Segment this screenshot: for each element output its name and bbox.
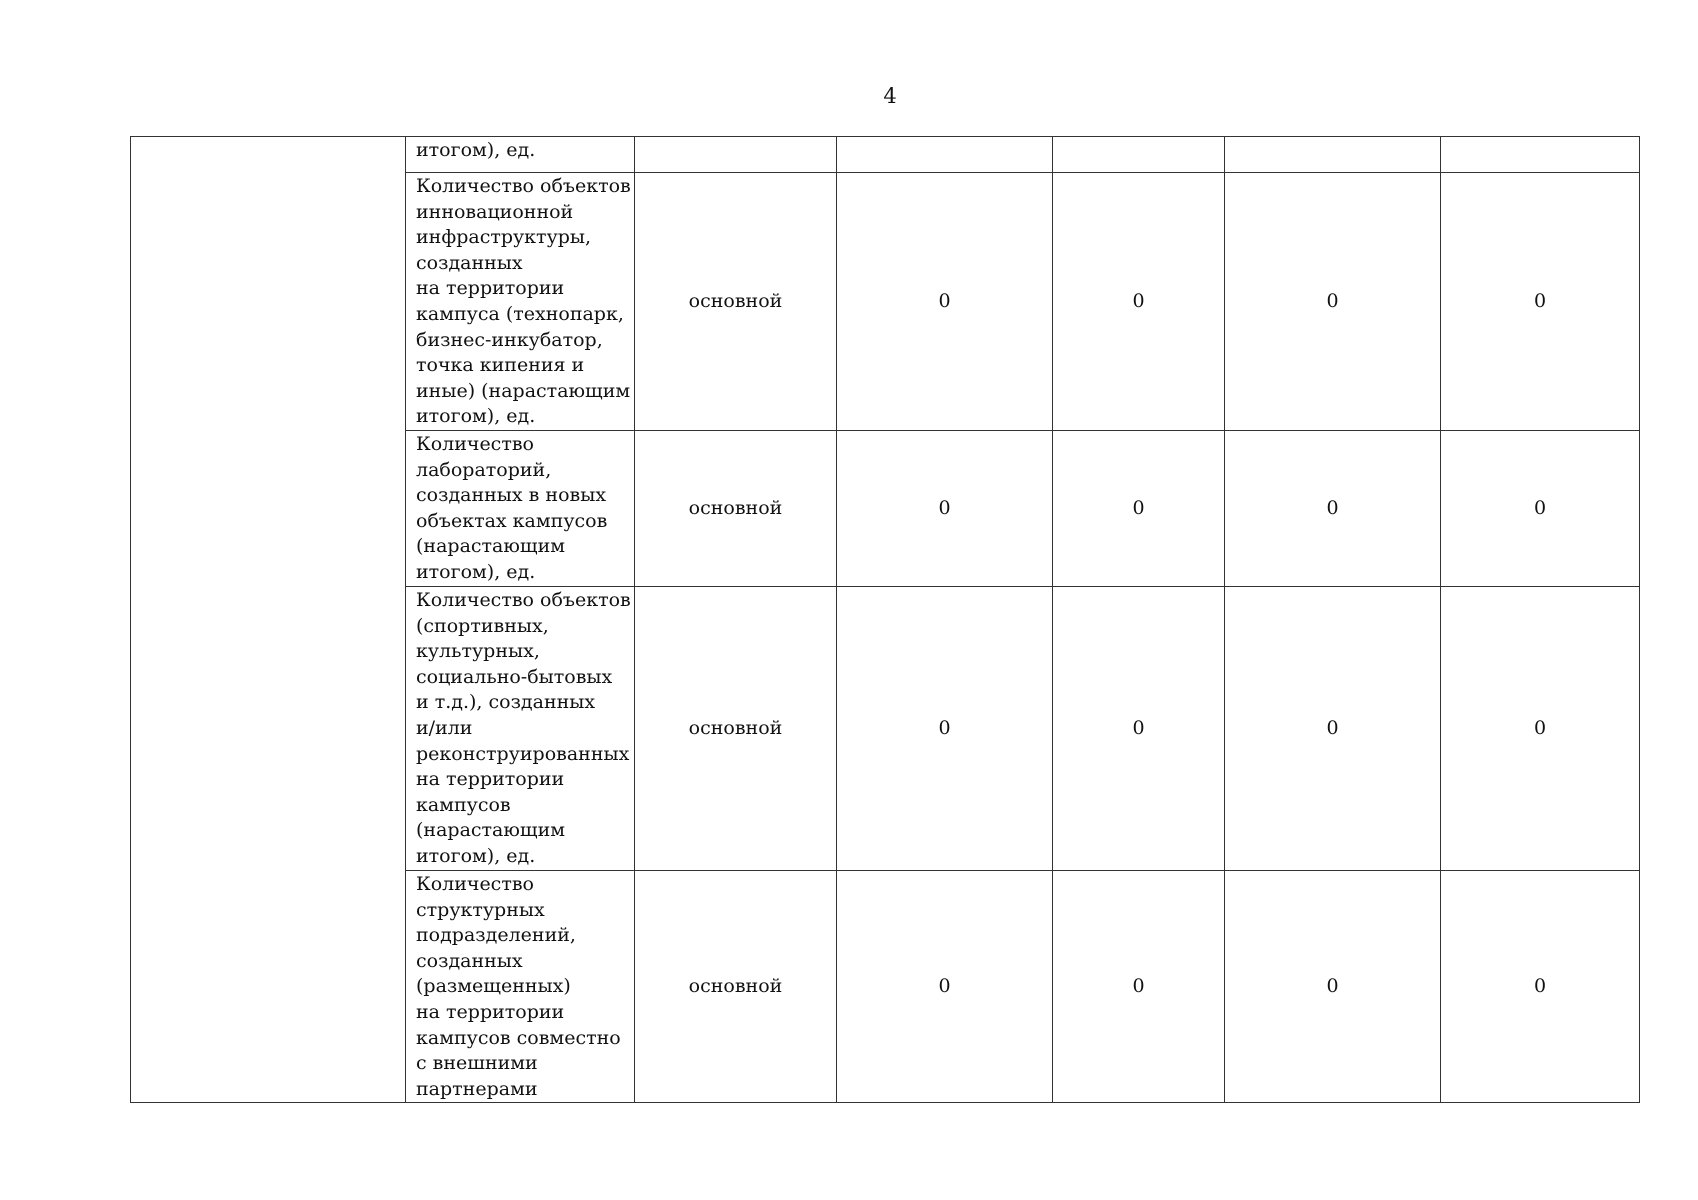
indicator-name-line: инновационной (416, 200, 574, 223)
indicator-name-line: инфраструктуры, (416, 226, 592, 249)
indicator-name-line: итогом), ед. (416, 405, 536, 428)
indicator-name-line: с внешними (416, 1052, 538, 1075)
table-row (131, 137, 1640, 173)
indicator-name-line: точка кипения и (416, 354, 585, 377)
indicator-name-line: объектах кампусов (416, 509, 608, 532)
value-cell: 0 (1225, 587, 1441, 871)
value-cell: 0 (1225, 871, 1441, 1103)
indicator-name-line: и/или (416, 716, 473, 739)
indicator-name-line: итогом), ед. (416, 560, 536, 583)
indicators-table (130, 136, 1640, 1103)
indicator-name-line: кампусов совместно (416, 1026, 621, 1049)
indicator-type-cell (635, 137, 837, 173)
indicator-name-cell (406, 431, 635, 587)
indicator-name-line: Количество объектов (416, 589, 631, 611)
indicator-name-line: Количество (416, 433, 534, 455)
value-cell: 0 (837, 587, 1053, 871)
indicator-name-line: созданных в новых (416, 484, 607, 507)
indicator-name-line: Количество объектов (416, 175, 631, 197)
indicator-name-line: кампуса (технопарк, (416, 302, 624, 325)
value-cell: 0 (1441, 173, 1640, 431)
indicator-name-line: (нарастающим (416, 819, 566, 842)
value-cell (1441, 137, 1640, 173)
indicator-name-line: Количество (416, 873, 534, 895)
indicator-type-cell: основной (635, 173, 837, 431)
indicator-name-line: бизнес-инкубатор, (416, 328, 603, 351)
value-cell: 0 (837, 871, 1053, 1103)
indicator-name-line: социально-бытовых (416, 665, 613, 688)
merged-left-cell (131, 137, 406, 1103)
indicator-name-cell (406, 173, 635, 431)
value-cell: 0 (1441, 431, 1640, 587)
value-cell (837, 137, 1053, 173)
indicator-name-line: иные) (нарастающим (416, 379, 631, 402)
value-cell: 0 (837, 431, 1053, 587)
indicator-type-cell: основной (635, 431, 837, 587)
indicator-name-line: реконструированных (416, 742, 630, 765)
indicator-name-line: структурных (416, 898, 545, 921)
indicator-name-line: подразделений, (416, 924, 576, 947)
indicator-name-line: созданных (416, 251, 523, 274)
value-cell: 0 (1441, 871, 1640, 1103)
value-cell: 0 (1053, 871, 1225, 1103)
value-cell (1053, 137, 1225, 173)
indicator-name-line: и т.д.), созданных (416, 691, 596, 714)
value-cell: 0 (1441, 587, 1640, 871)
indicator-name-cell (406, 137, 635, 173)
indicator-name-line: на территории (416, 1000, 565, 1023)
indicator-type-cell: основной (635, 587, 837, 871)
value-cell (1225, 137, 1441, 173)
indicator-name-cell (406, 871, 635, 1103)
value-cell: 0 (837, 173, 1053, 431)
indicator-name-line: (нарастающим (416, 535, 566, 558)
indicator-name-line: партнерами (416, 1077, 538, 1100)
indicator-name-line: кампусов (416, 793, 511, 816)
value-cell: 0 (1053, 431, 1225, 587)
indicator-name-line: (размещенных) (416, 975, 571, 998)
indicator-type-cell: основной (635, 871, 837, 1103)
value-cell: 0 (1225, 431, 1441, 587)
value-cell: 0 (1225, 173, 1441, 431)
indicator-name-line: итогом), ед. (416, 844, 536, 867)
indicator-name-line: на территории (416, 277, 565, 300)
indicator-name-line: культурных, (416, 640, 540, 663)
indicator-name-line: (спортивных, (416, 614, 549, 637)
indicator-name-line: на территории (416, 768, 565, 791)
value-cell: 0 (1053, 173, 1225, 431)
page-number: 4 (883, 84, 897, 108)
indicator-name-line: лабораторий, (416, 458, 552, 481)
indicator-name-line: итогом), ед. (416, 139, 536, 161)
indicator-name-line: созданных (416, 949, 523, 972)
indicator-name-cell (406, 587, 635, 871)
value-cell: 0 (1053, 587, 1225, 871)
